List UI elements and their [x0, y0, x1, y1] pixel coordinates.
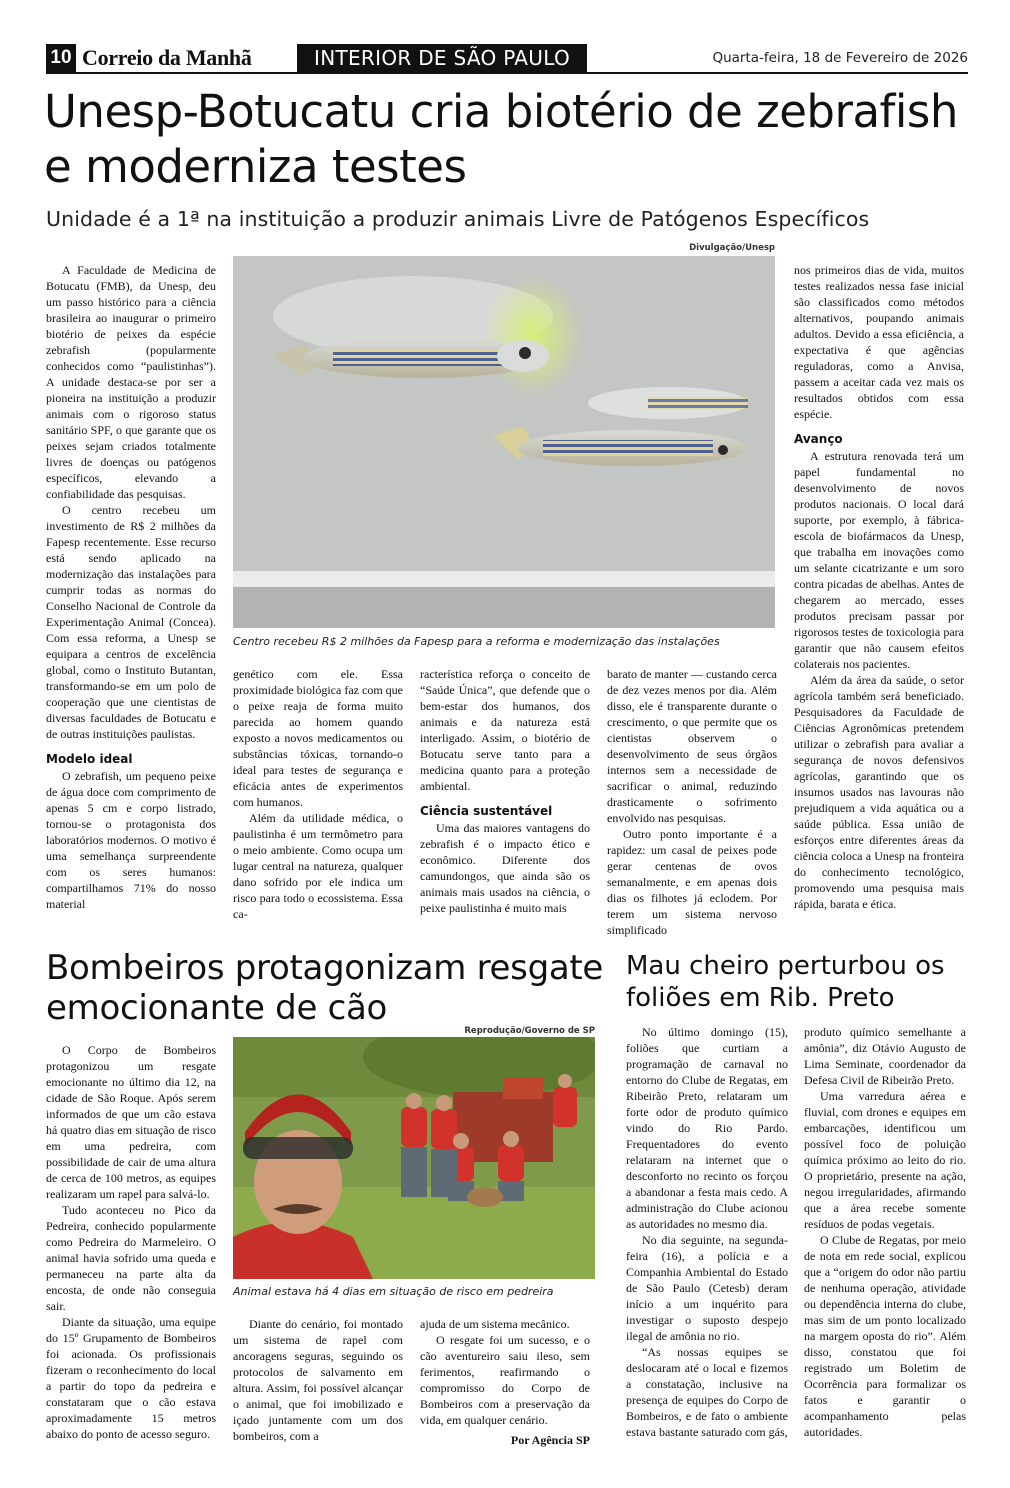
- paragraph: O Clube de Regatas, por meio de nota em rede social, explicou que a “origem do odor não partiu de nenhuma operação, atividade ou dependência interna do clube, mas sim de um ponto localizado na margem oposta do rio”. Além disso, constatou que foi registrado um Boletim de Ocorrência para formalizar os fatos e garantir o acompanhamento pelas autoridades.: [804, 1233, 966, 1439]
- article1-column-5: [794, 262, 964, 912]
- paragraph: Diante da situação, uma equipe do 15º Grupamento de Bombeiros foi acionada. Os profissionais fizeram o reconhecimento do local a partir do topo da pedreira e constataram que o cão estava aproximadamente 15 metros abaixo do ponto de acesso seguro.: [46, 1315, 216, 1441]
- paragraph: Uma varredura aérea e fluvial, com drones e equipes em embarcações, identificou um possível foco de poluição química próximo ao leito do rio. O proprietário, presente na ação, negou irregularidades, afirmando que a área recebe somente resíduos de podas vegetais.: [804, 1089, 966, 1231]
- article2-photo-caption: Animal estava há 4 dias em situação de risco em pedreira: [233, 1285, 554, 1298]
- article3-column-1: [626, 1024, 788, 1440]
- paragraph: No último domingo (15), foliões que curtiam a programação de carnaval no entorno do Clube de Regatas, em Ribeirão Preto, relataram um forte odor de produto químico vindo do Rio Pardo. Frequentadores do evento relataram na internet que o desconforto no recinto os forçou a abandonar a festa mais cedo. A administração do Clube acionou as autoridades no mesmo dia.: [626, 1025, 788, 1231]
- article2-headline: Bombeiros protagonizam resgate emocionante de cão: [46, 948, 604, 1028]
- paragraph: Diante do cenário, foi montado um sistema de rapel com ancoragens seguras, seguindo os protocolos de salvamento em altura. Assim, foi possível alcançar o animal, que foi imobilizado e içado juntamente com um dos bombeiros, com a: [233, 1317, 403, 1443]
- paragraph: Outro ponto importante é a rapidez: um casal de peixes pode gerar centenas de ovos semanalmente, e em apenas dois dias os filhotes já eclodem. Por terem um sistema nervoso simplificado: [607, 827, 777, 937]
- paragraph: genético com ele. Essa proximidade biológica faz com que o peixe reaja de forma muito parecida ao homem quando exposto a novos medicamentos ou substâncias tóxicas, tornando-o ideal para testes de segurança e eficácia antes de experimentos com humanos.: [233, 667, 403, 809]
- paragraph: Uma das maiores vantagens do zebrafish é o impacto ético e econômico. Diferente dos camundongos, que ainda são os animais mais usados na ciência, o peixe paulistinha é muito mais: [420, 821, 590, 915]
- zebrafish-photo: [233, 256, 775, 628]
- zebrafish-illustration: [233, 256, 775, 628]
- article1-column-4: [607, 666, 777, 938]
- article3-headline: Mau cheiro perturbou os foliões em Rib. Preto: [626, 951, 945, 1013]
- subheading: Avanço: [794, 432, 843, 446]
- paragraph: produto químico semelhante a amônia”, diz Otávio Augusto de Lima Seminate, coordenador da Defesa Civil de Ribeirão Preto.: [804, 1025, 966, 1087]
- paragraph: O centro recebeu um investimento de R$ 2 milhões da Fapesp recentemente. Esse recurso está sendo aplicado na modernização das instalações para cumprir todas as normas do Conselho Nacional de Controle da Experimentação Animal (Concea). Com essa reforma, a Unesp se equipara a centros de excelência global, como o Instituto Butantan, transformando-se em um polo de cooperação que une cientistas de diversas faculdades de Botucatu e de outras instituições paulistas.: [46, 503, 216, 741]
- paragraph: O resgate foi um sucesso, e o cão aventureiro saiu ileso, sem ferimentos, reafirmando o compromisso do Corpo de Bombeiros com a preservação da vida, em qualquer cenário.: [420, 1333, 590, 1427]
- paragraph: No dia seguinte, na segunda-feira (16), a polícia e a Companhia Ambiental do Estado de São Paulo (Cetesb) deram início a um inquérito para investigar o suposto despejo ilegal de amônia no rio.: [626, 1233, 788, 1343]
- paragraph: O Corpo de Bombeiros protagonizou um resgate emocionante no último dia 12, na cidade de São Roque. Após serem informados de que um cão estava há quatro dias em situação de risco em uma pedreira, com possibilidade de cair de uma altura de cerca de 100 metros, as equipes realizaram um rapel para salvá-lo.: [46, 1043, 216, 1201]
- article1-subheadline: Unidade é a 1ª na instituição a produzir animais Livre de Patógenos Específicos: [46, 207, 870, 231]
- paragraph: “As nossas equipes se deslocaram até o local e fizemos a constatação, inclusive na presença de equipes do Corpo de Bombeiros, e de fato o ambiente estava bastante saturado com gás,: [626, 1345, 788, 1439]
- paragraph: Além da área da saúde, o setor agrícola também será beneficiado. Pesquisadores da Faculdade de Ciências Agronômicas pretendem utilizar o zebrafish para avaliar a segurança de novos defensivos agrícolas, garantindo que os insumos usados nas lavouras não prejudiquem a vida aquática ou a saúde pública. Essa união de esforços entre diferentes áreas da ciência coloca a Unesp na fronteira do conhecimento tecnológico, promovendo uma pesquisa mais rápida, barata e ética.: [794, 673, 964, 911]
- paragraph: Além da utilidade médica, o paulistinha é um termômetro para o meio ambiente. Como ocupa um lugar central na natureza, qualquer dano sofrido por ele indica um risco para todo o ecossistema. Essa ca-: [233, 811, 403, 921]
- paragraph: O zebrafish, um pequeno peixe de água doce com comprimento de apenas 5 cm e corpo listrado, tornou-se o protagonista dos laboratórios modernos. O motivo é uma semelhança surpreendente com os seres humanos: compartilhamos 71% do nosso material: [46, 769, 216, 911]
- article2-photo-credit: Reprodução/Governo de SP: [464, 1026, 595, 1036]
- article1-column-3: [420, 666, 590, 916]
- firefighters-illustration: [233, 1037, 595, 1279]
- fish-2: [588, 387, 748, 419]
- firefighters-photo: [233, 1037, 595, 1279]
- article1-photo-credit: Divulgação/Unesp: [689, 243, 775, 253]
- article2-column-1: [46, 1042, 216, 1442]
- article2-column-2: [233, 1316, 403, 1444]
- header-rule: [46, 72, 968, 74]
- issue-date: Quarta-feira, 18 de Fevereiro de 2026: [712, 50, 968, 66]
- paragraph: A Faculdade de Medicina de Botucatu (FMB), da Unesp, deu um passo histórico para a ciência brasileira ao inaugurar o primeiro biotério de peixes da espécie zebrafish (popularmente conhecidos como “paulistinhas”). A unidade destaca-se por ser a pioneira na instituição a produzir animais com o rigoroso status sanitário SPF, o que garante que os peixes sejam criados totalmente livres de doenças ou patógenos específicos, elevando a confiabilidade das pesquisas.: [46, 263, 216, 501]
- newspaper-brand: Correio da Manhã: [82, 45, 252, 70]
- article1-headline: Unesp-Botucatu cria biotério de zebrafish e moderniza testes: [44, 85, 958, 193]
- paragraph: Tudo aconteceu no Pico da Pedreira, conhecido popularmente como Pedreira do Marmeleiro. O animal havia sofrido uma queda e permaneceu na parte alta da encosta, de onde não conseguia sair.: [46, 1203, 216, 1313]
- paragraph: racterística reforça o conceito de “Saúde Única”, que defende que o bem-estar dos humanos, dos animais e da natureza está interligado. Assim, o biotério de Botucatu serve tanto para a medicina quanto para a proteção ambiental.: [420, 667, 590, 793]
- subheading: Ciência sustentável: [420, 804, 553, 818]
- byline: Por Agência SP: [510, 1433, 590, 1447]
- subheading: Modelo ideal: [46, 752, 133, 766]
- page-number: 10: [46, 44, 76, 72]
- article1-column-1: [46, 262, 216, 912]
- paragraph: ajuda de um sistema mecânico.: [420, 1317, 570, 1331]
- section-label: INTERIOR DE SÃO PAULO: [297, 44, 587, 72]
- article1-column-2: [233, 666, 403, 922]
- article1-photo-caption: Centro recebeu R$ 2 milhões da Fapesp para a reforma e modernização das instalações: [233, 635, 720, 648]
- paragraph: A estrutura renovada terá um papel fundamental no desenvolvimento de novos produtos nacionais. O local dará suporte, por exemplo, à fábrica-escola de biofármacos da Unesp, que trabalha em inovações como um selante cicatrizante e um soro contra picadas de abelhas. Antes de chegarem ao mercado, esses produtos precisam passar por rigorosos testes de toxicologia para garantir que não causem efeitos colaterais nos pacientes.: [794, 449, 964, 671]
- paragraph: barato de manter — custando cerca de dez vezes menos por dia. Além disso, ele é transparente durante o crescimento, o que permite que os cientistas observem o desenvolvimento de seus órgãos internos sem a necessidade de sacrificar o animal, reduzindo drasticamente o sofrimento envolvido nas pesquisas.: [607, 667, 777, 825]
- article2-column-3: [420, 1316, 590, 1448]
- article3-column-2: [804, 1024, 966, 1440]
- paragraph: nos primeiros dias de vida, muitos testes realizados nessa fase inicial são classificados como métodos alternativos, poupando animais adultos. Devido a essa eficiência, a expectativa é que agências reguladoras, como a Anvisa, passem a aceitar cada vez mais os resultados obtidos com essa espécie.: [794, 263, 964, 421]
